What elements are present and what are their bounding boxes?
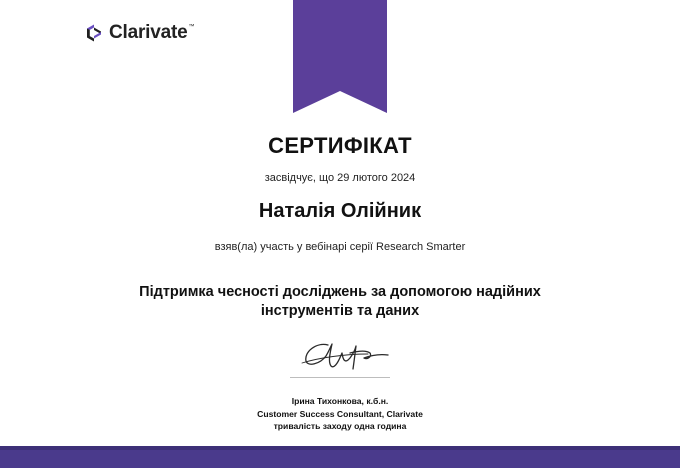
participation-text: взяв(ла) участь у вебінарі серії Research Smarter bbox=[214, 241, 466, 253]
signer-position: Customer Success Consultant, Clarivate bbox=[257, 408, 423, 419]
webinar-title bbox=[0, 283, 680, 321]
handwritten-signature bbox=[298, 336, 394, 374]
clarivate-logo bbox=[84, 22, 194, 44]
footer-bar-top-edge bbox=[0, 446, 680, 450]
webinar-title-line-2: інструментів та даних bbox=[260, 303, 420, 319]
purple-ribbon bbox=[293, 0, 387, 114]
logo-brand-name: Clarivate bbox=[109, 22, 188, 43]
event-duration: тривалість заходу одна година bbox=[273, 421, 407, 431]
logo-trademark: ™ bbox=[188, 24, 195, 30]
certificate-subtitle: засвідчує, що 29 лютого 2024 bbox=[264, 172, 416, 184]
certificate-title: СЕРТИФІКАТ bbox=[268, 133, 412, 158]
signature-line bbox=[290, 377, 390, 378]
signer-block bbox=[0, 395, 680, 433]
clarivate-mark-icon bbox=[84, 23, 104, 43]
webinar-title-line-1: Підтримка чесності досліджень за допомогою надійних bbox=[139, 284, 541, 300]
signer-name: Ірина Тихонкова, к.б.н. bbox=[291, 396, 389, 406]
recipient-name: Наталія Олійник bbox=[258, 200, 422, 222]
